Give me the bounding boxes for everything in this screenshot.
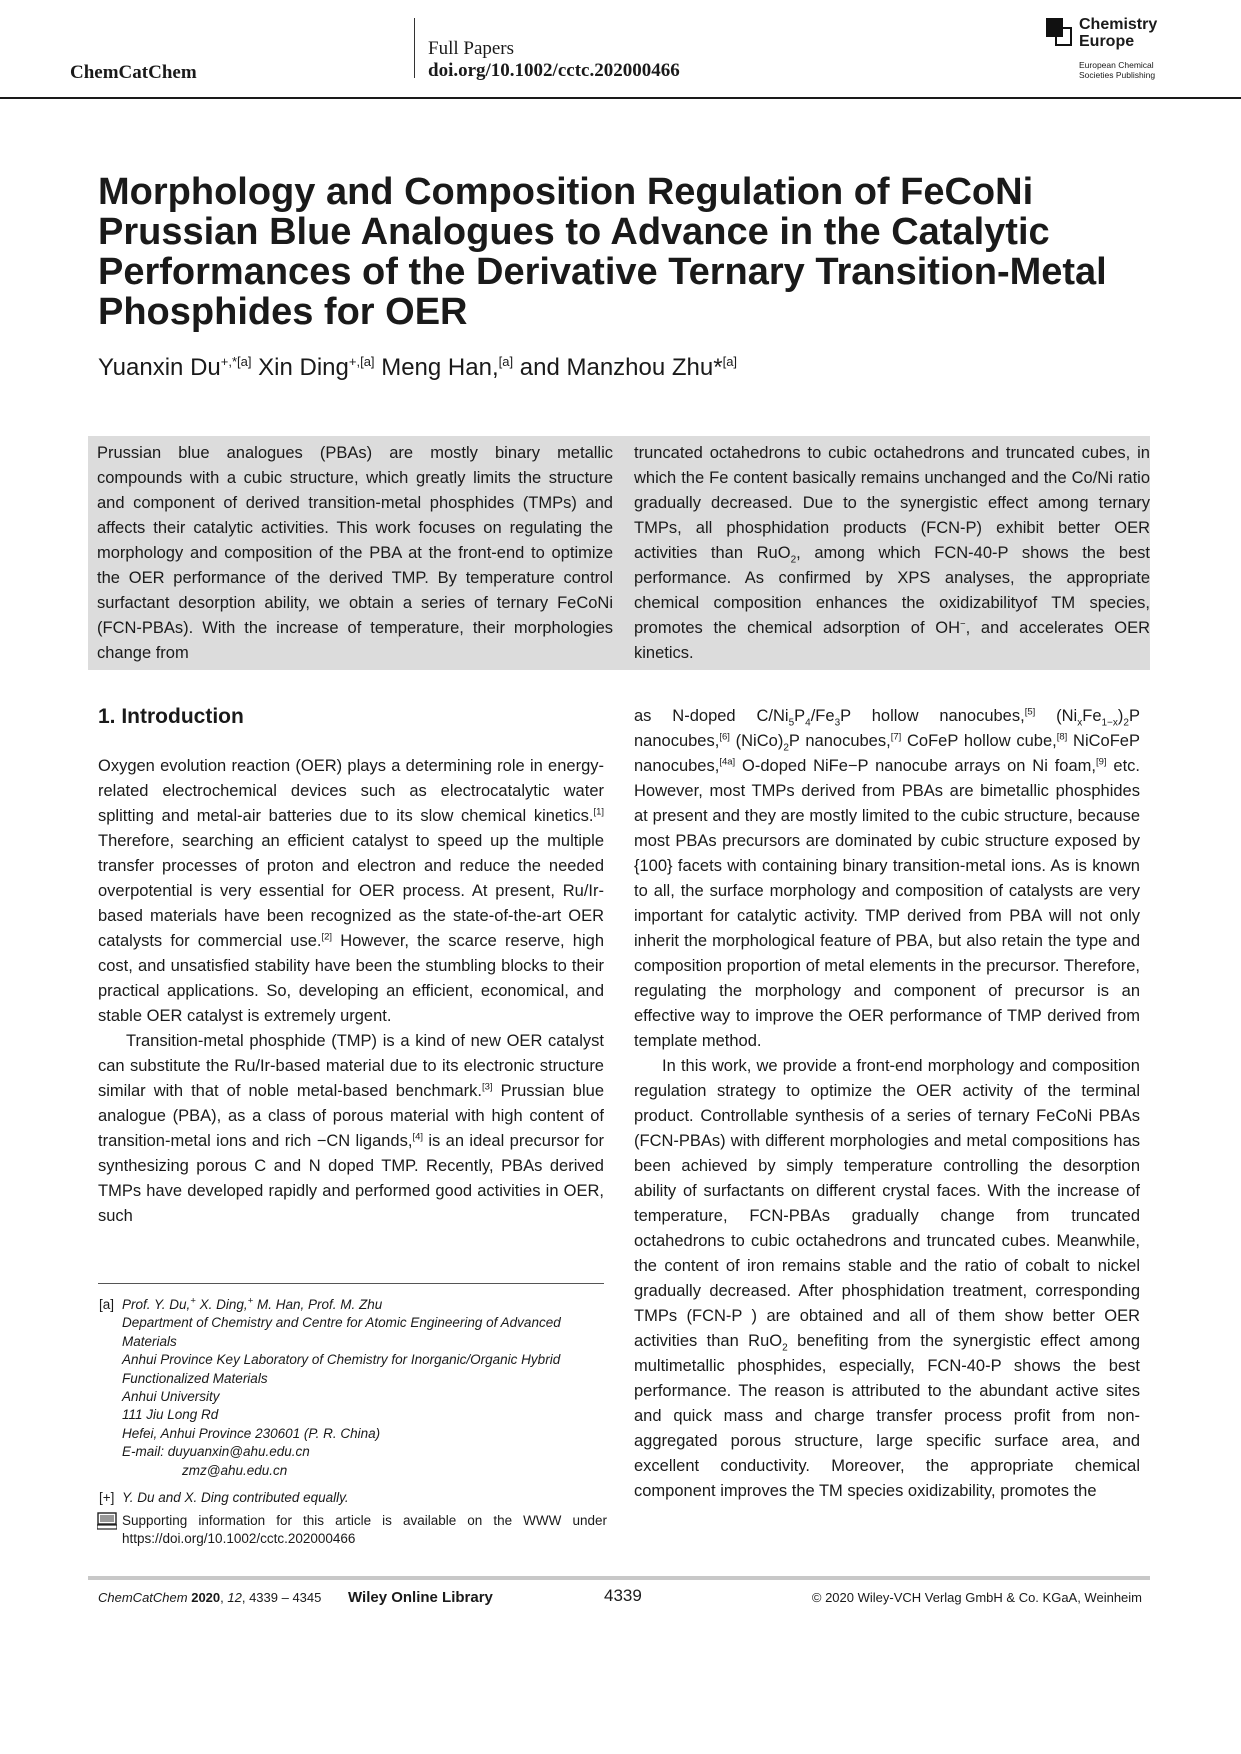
section-label: Full Papers	[428, 38, 515, 59]
affiliation-line: Hefei, Anhui Province 230601 (P. R. China)	[122, 1425, 381, 1441]
citation-ref[interactable]: [4a]	[719, 756, 736, 768]
logo-title: Chemistry Europe	[1079, 16, 1158, 50]
paragraph: In this work, we provide a front-end morphology and composition regulation strategy to optimize the OER activity of the terminal product. Controllable synthesis of a series of ternary FeCoNi PBAs (FCN-PBAs) with different morphologies and metal compositions has been achieved by simply temperature controlling the desorption ability of surfactants on different crystal faces. With the increase of temperature, FCN-PBAs gradually change from truncated octahedrons to cubic octahedrons and truncated cubes. Meanwhile, the content of iron remains stable and the ratio of cobalt to nickel gradually decreased. After phosphidation treatment, corresponding TMPs (FCN-P ) are obtained and all of them show better OER activities than RuO$_2$ benefiting from the synergistic effect among multimetallic phosphides, especially, FCN-40-P shows the best performance. The reason is attributed to the abundant active sites and quick mass and charge transfer process profit from non-aggregated porous structure, large specific surface area, and excellent conductivity. Moreover, the appropriate chemical component improves the TM species oxidizability, promotes the	[634, 1057, 1140, 1500]
equal-contribution-note: Y. Du and X. Ding contributed equally.	[122, 1490, 349, 1505]
footnote-label-a: [a]	[99, 1297, 115, 1312]
journal-name: ChemCatChem	[70, 62, 197, 83]
author-name[interactable]: Manzhou Zhu*	[566, 354, 723, 381]
copyright-notice: © 2020 Wiley-VCH Verlag GmbH & Co. KGaA, Weinheim	[811, 1590, 1142, 1605]
logo-subtitle: European Chemical Societies Publishing	[1079, 60, 1156, 80]
section-heading-introduction: 1. Introduction	[98, 705, 244, 728]
footer-rule	[88, 1576, 1150, 1580]
email-link[interactable]: zmz@ahu.edu.cn	[182, 1462, 288, 1478]
affiliation-line: Materials	[122, 1333, 177, 1349]
citation-ref[interactable]: [1]	[593, 806, 604, 818]
affiliation-line: Department of Chemistry and Centre for Atomic Engineering of Advanced	[122, 1315, 561, 1331]
citation-ref[interactable]: [4]	[412, 1131, 423, 1143]
author-list: Yuanxin $Du^{+,*[a]}$ Xin Ding$^{+,[a]}$ Meng Han,[a] and Manzhou Zhu*[a]	[98, 354, 738, 381]
header-divider	[414, 18, 415, 78]
footnote-authors: Prof. Y. Du,+ X. Ding,+ M. Han, Prof. M. Zhu	[122, 1295, 383, 1312]
doi-link[interactable]: doi.org/10.1002/cctc.202000466	[428, 60, 680, 81]
chemistry-europe-logo[interactable]	[1046, 18, 1176, 84]
citation-ref[interactable]: [5]	[1024, 706, 1036, 718]
paragraph: as N-doped $C/Ni_5P_4/Fe_3P$ hollow nanocubes,[5] $(Ni_xFe_{1-x})_2P$ nanocubes,[6] $(NiCo)_2P$ nanocubes,[7] CoFeP hollow cube,[8] NiCoFeP nanocubes,[4a] O-doped NiFe−P nanocube arrays on Ni foam,[9] etc. However, most TMPs derived from PBAs are bimetallic phosphides at present and they are mostly limited to the cubic structure, because most PBAs precursors are dominated by cubic structure exposed by {100} facets with containing binary transition-metal ions. As is known to all, the surface morphology and composition of catalysts are very important for catalytic activity. TMP derived from PBA will not only inherit the morphological feature of PBA, but also retain the type and composition proportion of metal elements in the precursor. Therefore, regulating the morphology and component of precursor is an effective way to improve the OER performance of TMP derived from template method.	[634, 706, 1140, 1050]
citation-ref[interactable]: [3]	[481, 1081, 493, 1093]
email-link[interactable]: E-mail: duyuanxin@ahu.edu.cn	[122, 1444, 310, 1460]
citation-ref[interactable]: [7]	[890, 731, 902, 743]
citation-ref[interactable]: [2]	[321, 931, 333, 943]
right-column-body	[634, 704, 1140, 1504]
affiliation-line: Functionalized Materials	[122, 1370, 268, 1386]
left-column-body	[98, 754, 604, 1229]
affiliation-line: Anhui Province Key Laboratory of Chemistry for Inorganic/Organic Hybrid	[122, 1352, 561, 1368]
logo-mark-icon	[1046, 18, 1072, 46]
citation-ref[interactable]: [9]	[1096, 756, 1107, 768]
paragraph: Oxygen evolution reaction (OER) plays a determining role in energy-related electrochemical devices such as electrocatalytic water splitting and metal-air batteries due to its slow chemical kinetics.[1] Therefore, searching an efficient catalyst to speed up the multiple transfer processes of proton and electron and reduce the needed overpotential is very essential for OER process. At present, Ru/Ir-based materials have been recognized as the state-of-the-art OER catalysts for commercial use.[2] However, the scarce reserve, high cost, and unsatisfied stability have been the stumbling blocks to their practical applications. So, developing an efficient, economical, and stable OER catalyst is extremely urgent.	[98, 757, 604, 1025]
footer-citation: ChemCatChem 2020, 12, 4339 – 4345	[98, 1590, 322, 1605]
wiley-online-library-link[interactable]: Wiley Online Library	[348, 1589, 493, 1606]
paper-title: Morphology and Composition Regulation of FeCoNi Prussian Blue Analogues to Advance in the Catalytic Performances of the Derivative Ternary Transition-Metal Phosphides for OER	[98, 171, 1107, 333]
computer-icon	[97, 1512, 117, 1530]
abstract-text-right: truncated octahedrons to cubic octahedrons and truncated cubes, in which the Fe content basically remains unchanged and the Co/Ni ratio gradually decreased. Due to the synergistic effect among ternary TMPs, all phosphidation products (FCN-P) exhibit better OER activities than RuO$_2$, among which FCN-40-P shows the best performance. As confirmed by XPS analyses, the appropriate chemical composition enhances the oxidizabilityof TM species, promotes the chemical adsorption of OH−, and accelerates OER kinetics.	[634, 444, 1150, 662]
affiliation-line: 111 Jiu Long Rd	[122, 1407, 219, 1423]
footnote-label-plus: [+]	[99, 1490, 115, 1505]
footnote-rule	[98, 1283, 604, 1284]
author-name[interactable]: Meng Han,	[381, 354, 499, 381]
paragraph: Transition-metal phosphide (TMP) is a kind of new OER catalyst can substitute the Ru/Ir-based material due to its electronic structure similar with that of noble metal-based benchmark.[3] Prussian blue analogue (PBA), as a class of porous material with high content of transition-metal ions and rich −CN ligands,[4] is an ideal precursor for synthesizing porous C and N doped TMP. Recently, PBAs derived TMPs have developed rapidly and performed good activities in OER, such	[98, 1032, 605, 1225]
affiliation-footnote	[122, 1296, 607, 1480]
citation-ref[interactable]: [8]	[1056, 731, 1068, 743]
header-rule	[0, 97, 1241, 99]
affiliation-line: Anhui University	[122, 1389, 220, 1405]
author-name[interactable]: Yuanxin Du	[98, 354, 221, 381]
author-name[interactable]: Xin Ding	[258, 354, 349, 381]
supporting-information-note[interactable]: Supporting information for this article is available on the WWW under https://doi.org/10.1002/cctc.202000466	[122, 1513, 607, 1547]
abstract-text-left: Prussian blue analogues (PBAs) are mostly binary metallic compounds with a cubic structure, which greatly limits the structure and component of derived transition-metal phosphides (TMPs) and affects their catalytic activities. This work focuses on regulating the morphology and composition of the PBA at the front-end to optimize the OER performance of the derived TMP. By temperature control surfactant desorption ability, we obtain a series of ternary FeCoNi (FCN-PBAs). With the increase of temperature, their morphologies change from	[97, 444, 613, 662]
page-number: 4339	[604, 1586, 642, 1605]
citation-ref[interactable]: [6]	[719, 731, 730, 743]
